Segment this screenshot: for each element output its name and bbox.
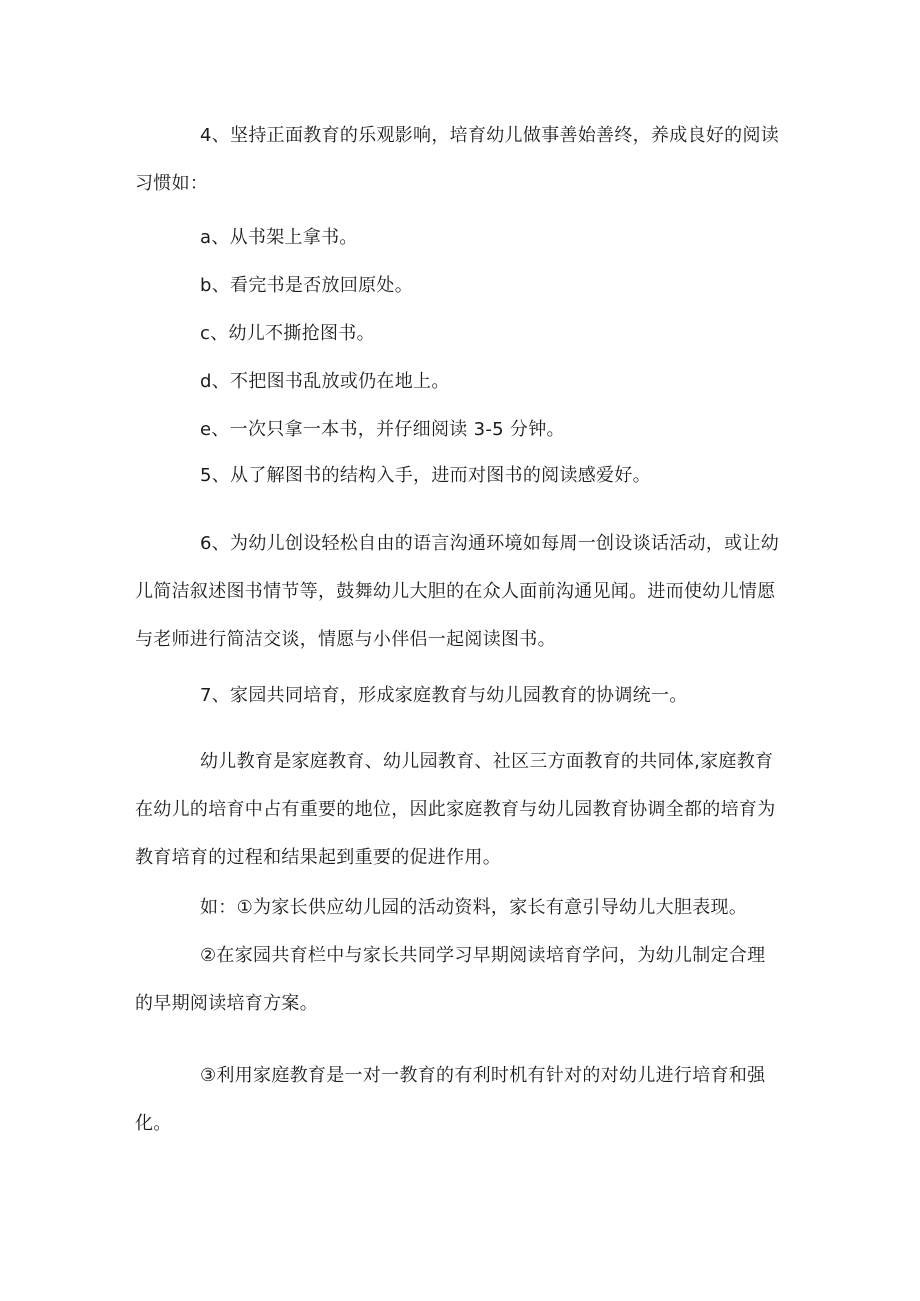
text-line-5: c、幼儿不撕抢图书。: [200, 323, 375, 344]
text-line-12: 7、家园共同培育，形成家庭教育与幼儿园教育的协调统一。: [200, 685, 688, 706]
text-line-20: 化。: [135, 1113, 172, 1134]
text-line-9: 6、为幼儿创设轻松自由的语言沟通环境如每周一创设谈话活动，或让幼: [200, 533, 780, 554]
text-line-3: a、从书架上拿书。: [200, 227, 358, 248]
text-line-4: b、看完书是否放回原处。: [200, 275, 414, 296]
text-line-17: ②在家园共育栏中与家长共同学习早期阅读培育学问，为幼儿制定合理: [200, 945, 766, 966]
text-line-14: 在幼儿的培育中占有重要的地位，因此家庭教育与幼儿园教育协调全都的培育为: [135, 799, 776, 820]
text-line-15: 教育培育的过程和结果起到重要的促进作用。: [135, 847, 501, 868]
text-line-18: 的早期阅读培育方案。: [135, 993, 318, 1014]
text-line-11: 与老师进行简洁交谈，情愿与小伴侣一起阅读图书。: [135, 629, 556, 650]
text-line-8: 5、从了解图书的结构入手，进而对图书的阅读感爱好。: [200, 465, 651, 486]
text-line-19: ③利用家庭教育是一对一教育的有利时机有针对的对幼儿进行培育和强: [200, 1065, 766, 1086]
text-line-16: 如：①为家长供应幼儿园的活动资料，家长有意引导幼儿大胆表现。: [200, 897, 748, 918]
text-line-1: 4、坚持正面教育的乐观影响，培育幼儿做事善始善终，养成良好的阅读: [200, 125, 780, 146]
text-line-13: 幼儿教育是家庭教育、幼儿园教育、社区三方面教育的共同体,家庭教育: [200, 751, 774, 772]
text-line-10: 儿简洁叙述图书情节等，鼓舞幼儿大胆的在众人面前沟通见闻。进而使幼儿情愿: [135, 581, 776, 602]
text-line-7: e、一次只拿一本书，并仔细阅读 3-5 分钟。: [200, 419, 565, 440]
text-line-2: 习惯如：: [135, 173, 209, 194]
text-line-6: d、不把图书乱放或仍在地上。: [200, 371, 450, 392]
